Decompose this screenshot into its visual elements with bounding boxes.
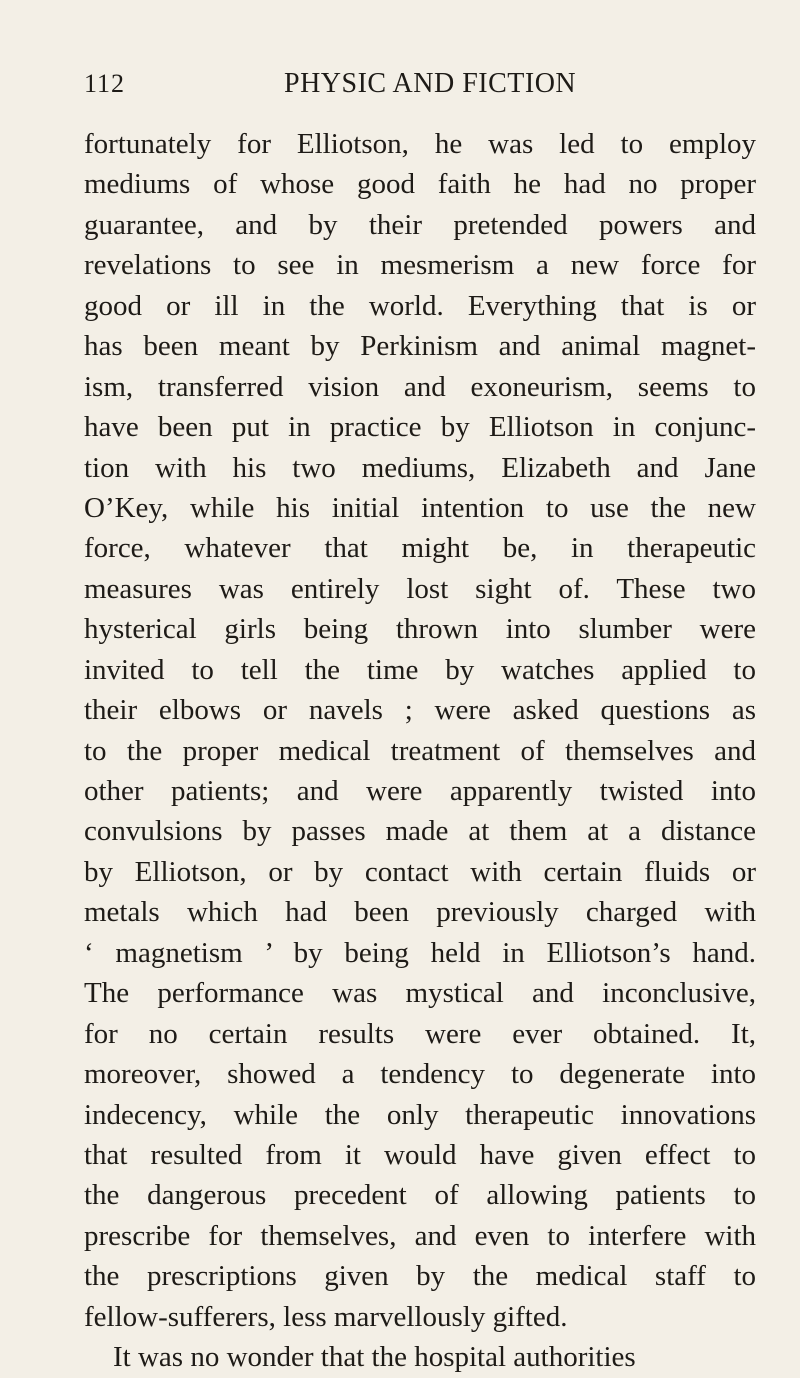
text-line: tion with his two mediums, Elizabeth and Jane: [84, 451, 756, 484]
text-line: guarantee, and by their pretended powers and: [84, 208, 756, 241]
text-line: prescribe for themselves, and even to interfere with: [84, 1219, 756, 1252]
text-line: revelations to see in mesmerism a new force for: [84, 249, 756, 282]
page-number: 112: [84, 69, 126, 98]
text-line: by Elliotson, or by contact with certain fluids or: [84, 855, 756, 888]
text-line: fortunately for Elliotson, he was led to employ: [84, 128, 756, 160]
text-line: that resulted from it would have given effect to: [84, 1138, 756, 1171]
text-line: convulsions by passes made at them at a distance: [84, 815, 756, 848]
text-line: the prescriptions given by the medical staff to: [84, 1260, 756, 1293]
text-line: hysterical girls being thrown into slumber were: [84, 613, 756, 646]
text-line: moreover, showed a tendency to degenerate into: [84, 1058, 756, 1091]
text-line: The performance was mystical and inconclusive,: [84, 977, 756, 1010]
text-line: their elbows or navels ; were asked questions as: [84, 694, 756, 727]
page-header: [84, 64, 756, 104]
text-line: for no certain results were ever obtained. It,: [84, 1017, 756, 1050]
text-line: has been meant by Perkinism and animal magnet-: [84, 330, 756, 363]
text-line: other patients; and were apparently twisted into: [84, 775, 756, 807]
text-line: force, whatever that might be, in therapeutic: [84, 532, 756, 565]
text-line: indecency, while the only therapeutic innovations: [84, 1098, 756, 1131]
text-line: invited to tell the time by watches applied to: [84, 653, 756, 686]
text-line: mediums of whose good faith he had no proper: [84, 168, 756, 201]
text-line: O’Key, while his initial intention to use the new: [84, 491, 756, 524]
body-text: [84, 124, 756, 1378]
text-line: It was no wonder that the hospital authorities: [113, 1341, 636, 1374]
text-line: to the proper medical treatment of themselves and: [84, 734, 756, 767]
text-line: ‘ magnetism ’ by being held in Elliotson’s hand.: [84, 936, 756, 969]
running-head: PHYSIC AND FICTION: [284, 68, 577, 99]
text-line: have been put in practice by Elliotson in conjunc-: [84, 411, 756, 444]
text-line: ism, transferred vision and exoneurism, seems to: [84, 370, 756, 403]
text-line: fellow-sufferers, less marvellously gifted.: [84, 1300, 568, 1333]
text-line: the dangerous precedent of allowing patients to: [84, 1179, 756, 1212]
text-line: good or ill in the world. Everything that is or: [84, 289, 756, 322]
text-line: measures was entirely lost sight of. These two: [84, 572, 756, 605]
text-line: metals which had been previously charged with: [84, 896, 756, 929]
